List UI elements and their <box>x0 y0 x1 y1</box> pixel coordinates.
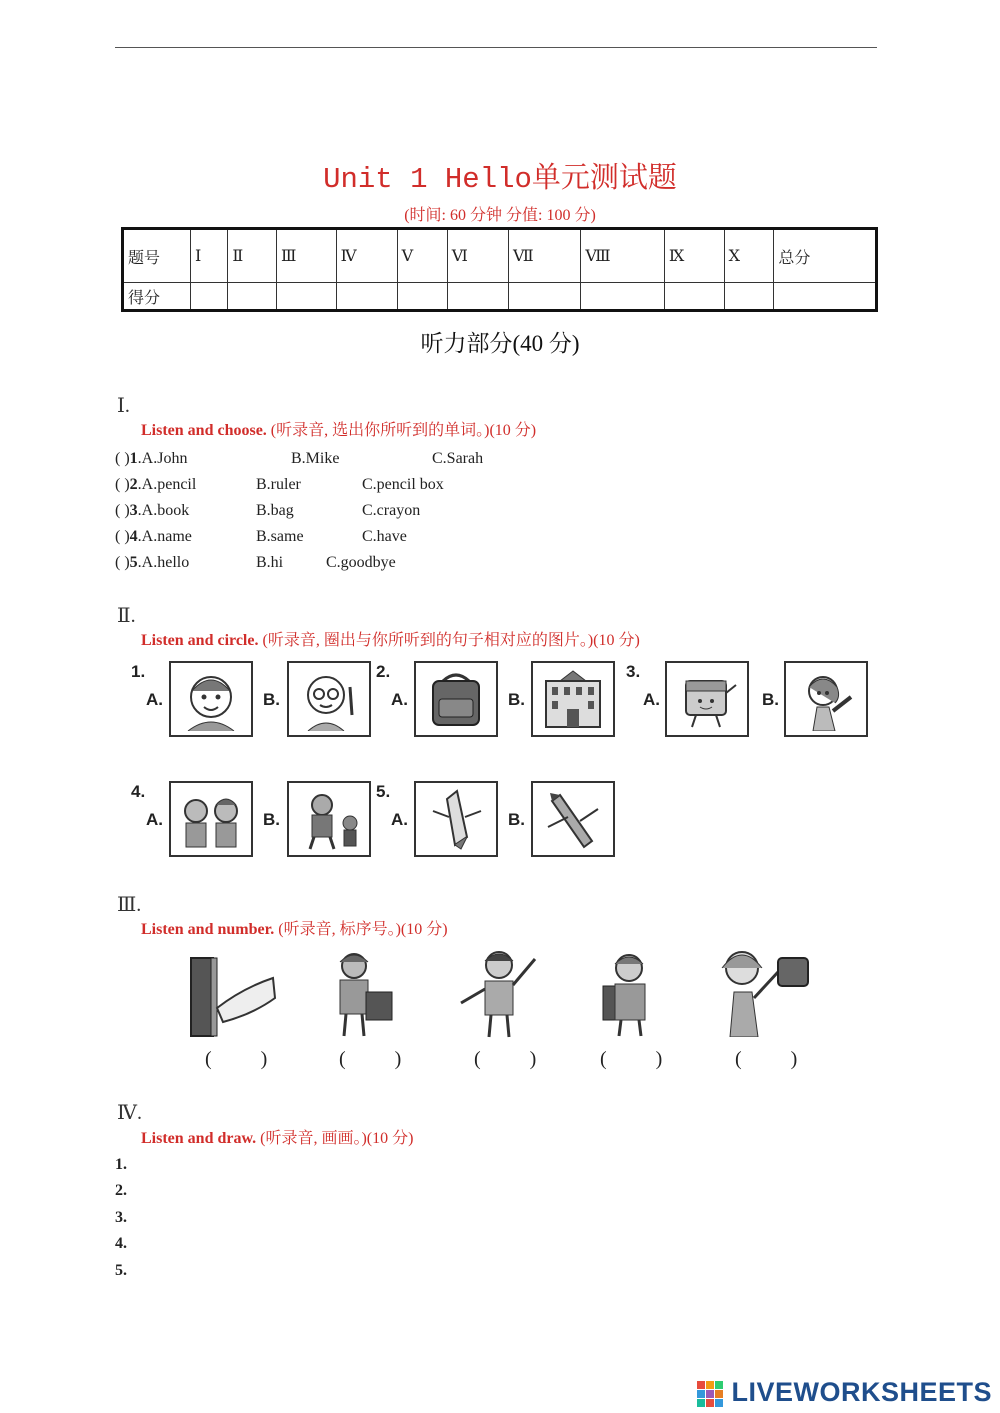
option-b: B.Mike <box>291 450 340 467</box>
score-input-cell[interactable] <box>447 283 508 311</box>
option-label-b: B. <box>263 810 280 829</box>
score-header-cell: Ⅴ <box>397 229 447 283</box>
score-input-cell[interactable] <box>581 283 665 311</box>
option-label-a: A. <box>146 690 163 709</box>
score-input-cell[interactable] <box>664 283 724 311</box>
score-header-cell: Ⅸ <box>664 229 724 283</box>
brand-wordmark: LIVEWORKSHEETS <box>731 1377 992 1407</box>
draw-line-4[interactable]: 4. <box>115 1235 127 1252</box>
question-number: 4 <box>129 528 138 545</box>
option-a: .A.John <box>137 450 188 467</box>
option-label-b: B. <box>762 690 779 709</box>
option-c: C.crayon <box>362 502 421 519</box>
option-b: B.bag <box>256 502 294 519</box>
picture-eraser[interactable] <box>665 661 749 737</box>
eraser-icon <box>672 667 742 731</box>
kids-group-icon <box>294 787 364 851</box>
option-label-a: A. <box>391 690 408 709</box>
score-header-cell: 题号 <box>123 229 191 283</box>
answer-blank[interactable]: ( ) <box>115 528 130 545</box>
score-table-score-row <box>123 283 877 311</box>
score-header-cell: Ⅰ <box>191 229 228 283</box>
picture-pen[interactable] <box>531 781 615 857</box>
section2-instruction-cn: (听录音, 圈出与你所听到的句子相对应的图片。)(10 分) <box>262 632 640 649</box>
pencil-icon <box>421 787 491 851</box>
picture-school-building[interactable] <box>531 661 615 737</box>
option-a: .A.pencil <box>137 476 197 493</box>
answer-blank[interactable]: ( ) <box>115 476 130 493</box>
score-input-cell[interactable] <box>774 283 877 311</box>
girl-crayon-icon <box>791 667 861 731</box>
item-number: 5. <box>376 782 391 801</box>
score-table <box>121 227 878 312</box>
two-kids-icon <box>176 787 246 851</box>
item-number: 2. <box>376 662 391 681</box>
section4-instruction <box>141 1125 413 1148</box>
score-input-cell[interactable] <box>191 283 228 311</box>
section3-roman: Ⅲ. <box>117 894 142 916</box>
picture-pencil[interactable] <box>414 781 498 857</box>
score-input-cell[interactable] <box>276 283 336 311</box>
item-number: 3. <box>626 662 641 681</box>
number-blank-1[interactable]: ( ) <box>205 1048 290 1070</box>
boy-with-backpack-image <box>597 948 662 1038</box>
girl-with-bag-image <box>708 942 818 1037</box>
section4-instruction-cn: (听录音, 画画。)(10 分) <box>260 1130 414 1147</box>
score-input-cell[interactable] <box>228 283 277 311</box>
answer-blank[interactable]: ( ) <box>115 502 130 519</box>
question-row <box>115 450 187 468</box>
school-building-icon <box>538 667 608 731</box>
score-header-cell: Ⅵ <box>447 229 508 283</box>
score-header-cell: Ⅷ <box>581 229 665 283</box>
liveworksheets-logo-icon <box>697 1381 723 1407</box>
option-c: C.goodbye <box>326 554 396 571</box>
section1-instruction-cn: (听录音, 选出你所听到的单词。)(10 分) <box>270 422 537 439</box>
section2-roman: Ⅱ. <box>117 605 136 627</box>
section4-instruction-en: Listen and draw. <box>141 1130 257 1147</box>
score-input-cell[interactable] <box>397 283 447 311</box>
picture-boy-face[interactable] <box>169 661 253 737</box>
draw-line-2[interactable]: 2. <box>115 1182 127 1199</box>
section1-instruction <box>141 417 536 440</box>
score-row-label: 得分 <box>123 283 191 311</box>
draw-line-3[interactable]: 3. <box>115 1209 127 1226</box>
item-number: 1. <box>131 662 146 681</box>
section3-instruction-en: Listen and number. <box>141 921 275 938</box>
picture-kids-group[interactable] <box>287 781 371 857</box>
question-number: 3 <box>129 502 138 519</box>
picture-two-kids[interactable] <box>169 781 253 857</box>
question-row <box>115 502 189 520</box>
boy-with-box-image <box>328 948 398 1040</box>
pen-icon <box>538 787 608 851</box>
number-blank-2[interactable]: ( ) <box>339 1048 424 1070</box>
option-a: .A.hello <box>137 554 190 571</box>
section2-instruction-en: Listen and circle. <box>141 632 259 649</box>
top-rule <box>115 47 877 48</box>
section1-instruction-en: Listen and choose. <box>141 422 267 439</box>
option-c: C.Sarah <box>432 450 484 467</box>
question-row <box>115 528 192 546</box>
page-subtitle: (时间: 60 分钟 分值: 100 分) <box>404 207 596 224</box>
item-number: 4. <box>131 782 146 801</box>
option-label-a: A. <box>643 690 660 709</box>
option-label-b: B. <box>508 810 525 829</box>
section1-roman: Ⅰ. <box>117 395 130 417</box>
picture-boy-glasses[interactable] <box>287 661 371 737</box>
option-a: .A.name <box>137 528 192 545</box>
answer-blank[interactable]: ( ) <box>115 450 130 467</box>
score-header-cell: Ⅳ <box>336 229 397 283</box>
score-table-header-row <box>123 229 877 283</box>
page-title: Unit 1 Hello单元测试题 <box>323 163 677 196</box>
option-label-a: A. <box>146 810 163 829</box>
score-header-cell: Ⅶ <box>509 229 581 283</box>
draw-line-5[interactable]: 5. <box>115 1262 127 1279</box>
option-c: C.have <box>362 528 407 545</box>
score-input-cell[interactable] <box>509 283 581 311</box>
draw-line-1[interactable]: 1. <box>115 1156 127 1173</box>
picture-girl-crayon[interactable] <box>784 661 868 737</box>
option-c: C.pencil box <box>362 476 444 493</box>
option-b: B.hi <box>256 554 284 571</box>
hand-book-image <box>183 948 278 1040</box>
number-blank-3[interactable]: ( ) <box>474 1048 559 1070</box>
option-a: .A.book <box>137 502 190 519</box>
number-blank-5[interactable]: ( ) <box>735 1048 820 1070</box>
score-input-cell[interactable] <box>724 283 774 311</box>
option-b: B.ruler <box>256 476 301 493</box>
question-number: 5 <box>129 554 138 571</box>
listening-section-title: 听力部分(40 分) <box>420 331 580 356</box>
option-label-a: A. <box>391 810 408 829</box>
option-b: B.same <box>256 528 304 545</box>
question-number: 2 <box>129 476 138 493</box>
schoolbag-icon <box>421 667 491 731</box>
section4-roman: Ⅳ. <box>117 1102 142 1124</box>
boy-glasses-icon <box>294 667 364 731</box>
number-blank-4[interactable]: ( ) <box>600 1048 685 1070</box>
score-header-cell: Ⅹ <box>724 229 774 283</box>
boy-face-icon <box>176 667 246 731</box>
option-label-b: B. <box>263 690 280 709</box>
score-header-cell: Ⅱ <box>228 229 277 283</box>
question-number: 1 <box>129 450 138 467</box>
option-label-b: B. <box>508 690 525 709</box>
score-header-cell: 总分 <box>774 229 877 283</box>
section3-instruction-cn: (听录音, 标序号。)(10 分) <box>278 921 448 938</box>
score-header-cell: Ⅲ <box>276 229 336 283</box>
picture-schoolbag[interactable] <box>414 661 498 737</box>
score-input-cell[interactable] <box>336 283 397 311</box>
boy-waving-image <box>455 945 550 1040</box>
section3-instruction <box>141 916 448 939</box>
section2-instruction <box>141 627 640 650</box>
answer-blank[interactable]: ( ) <box>115 554 130 571</box>
question-row <box>115 476 196 494</box>
question-row <box>115 554 189 572</box>
